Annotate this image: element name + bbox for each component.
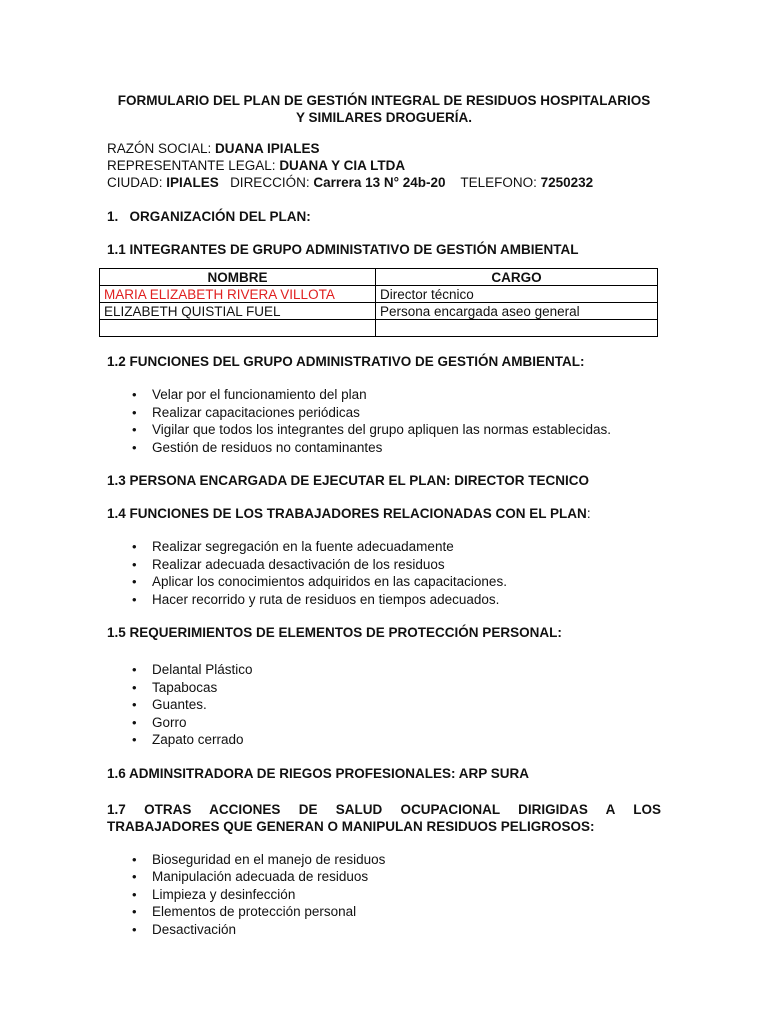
representante-value: DUANA Y CIA LTDA xyxy=(279,158,406,173)
section-1-6-heading: 1.6 ADMINSITRADORA DE RIEGOS PROFESIONALES: ARP SURA xyxy=(107,765,530,781)
representante-label: REPRESENTANTE LEGAL: xyxy=(107,158,276,173)
representante-line xyxy=(107,157,661,174)
section-1-7-list xyxy=(107,851,661,939)
section-1-3-heading: 1.3 PERSONA ENCARGADA DE EJECUTAR EL PLAN: DIRECTOR TECNICO xyxy=(107,473,590,488)
section-1-5-heading: 1.5 REQUERIMIENTOS DE ELEMENTOS DE PROTECCIÓN PERSONAL: xyxy=(107,625,562,640)
section-1-7-heading xyxy=(107,801,661,835)
title-line-1: FORMULARIO DEL PLAN DE GESTIÓN INTEGRAL DE RESIDUOS HOSPITALARIOS xyxy=(117,93,651,108)
table-header-row xyxy=(100,269,658,286)
section-1-4-heading: 1.4 FUNCIONES DE LOS TRABAJADORES RELACIONADAS CON EL PLAN: xyxy=(107,506,591,521)
direccion-label: DIRECCIÓN: xyxy=(230,175,310,190)
bullet-icon: • xyxy=(132,404,137,420)
table-row xyxy=(100,320,658,337)
bullet-icon: • xyxy=(132,439,137,455)
bullet-icon: • xyxy=(132,574,137,589)
list-item: • Gorro xyxy=(132,714,187,730)
table-row xyxy=(100,286,658,303)
company-info xyxy=(107,140,661,191)
section-1-7-heading-line-2: TRABAJADORES QUE GENERAN O MANIPULAN RESIDUOS PELIGROSOS: xyxy=(107,818,595,834)
razon-social-label: RAZÓN SOCIAL: xyxy=(107,141,212,156)
section-1-1-heading: 1.1 INTEGRANTES DE GRUPO ADMINISTATIVO DE GESTIÓN AMBIENTAL xyxy=(107,242,579,257)
ciudad-line xyxy=(107,174,661,191)
list-item: • Realizar segregación en la fuente adecuadamente xyxy=(132,539,454,554)
section-1-2-list xyxy=(107,386,661,456)
list-item: • Delantal Plástico xyxy=(132,662,253,677)
direccion-value: Carrera 13 N° 24b-20 xyxy=(313,175,446,190)
table-cell-nombre: MARIA ELIZABETH RIVERA VILLOTA xyxy=(100,286,376,303)
telefono-value: 7250232 xyxy=(540,175,594,190)
list-item: • Aplicar los conocimientos adquiridos en las capacitaciones. xyxy=(132,574,507,589)
bullet-icon: • xyxy=(132,422,137,437)
bullet-icon: • xyxy=(132,556,137,572)
bullet-icon: • xyxy=(132,591,137,607)
list-item: • Manipulación adecuada de residuos xyxy=(132,869,369,884)
document-title xyxy=(107,92,661,126)
bullet-icon: • xyxy=(132,662,137,677)
bullet-icon: • xyxy=(132,886,137,902)
table-cell-nombre: ELIZABETH QUISTIAL FUEL xyxy=(100,303,376,320)
section-1-4-list xyxy=(107,538,661,608)
bullet-icon: • xyxy=(132,869,137,884)
list-item: • Bioseguridad en el manejo de residuos xyxy=(132,851,386,867)
list-item: • Tapabocas xyxy=(132,679,218,695)
bullet-icon: • xyxy=(132,539,137,554)
bullet-icon: • xyxy=(132,921,137,937)
section-1-5-list xyxy=(107,661,661,749)
bullet-icon: • xyxy=(132,732,137,747)
ciudad-value: IPIALES xyxy=(166,175,219,190)
table-cell-nombre xyxy=(100,320,376,337)
bullet-icon: • xyxy=(132,904,137,919)
list-item: • Zapato cerrado xyxy=(132,732,244,747)
list-item: • Limpieza y desinfección xyxy=(132,886,296,902)
list-item: • Desactivación xyxy=(132,921,237,937)
table-cell-cargo: Director técnico xyxy=(376,286,658,303)
list-item: • Vigilar que todos los integrantes del grupo apliquen las normas establecidas. xyxy=(132,422,612,437)
list-item: • Gestión de residuos no contaminantes xyxy=(132,439,383,455)
section-1-2-heading: 1.2 FUNCIONES DEL GRUPO ADMINISTRATIVO DE GESTIÓN AMBIENTAL: xyxy=(107,354,585,369)
list-item: • Guantes. xyxy=(132,697,207,712)
team-table xyxy=(99,268,658,337)
telefono-label: TELEFONO: xyxy=(460,175,537,190)
table-cell-cargo: Persona encargada aseo general xyxy=(376,303,658,320)
bullet-icon: • xyxy=(132,714,137,730)
title-line-2: Y SIMILARES DROGUERÍA. xyxy=(295,110,473,125)
razon-social-line xyxy=(107,140,661,157)
table-row xyxy=(100,303,658,320)
table-header-nombre: NOMBRE xyxy=(100,269,376,286)
bullet-icon: • xyxy=(132,697,137,712)
list-item: • Realizar adecuada desactivación de los residuos xyxy=(132,556,445,572)
bullet-icon: • xyxy=(132,679,137,695)
section-1-heading: 1. ORGANIZACIÓN DEL PLAN: xyxy=(107,209,311,224)
ciudad-label: CIUDAD: xyxy=(107,175,163,190)
document-page xyxy=(104,92,661,938)
bullet-icon: • xyxy=(132,851,137,867)
list-item: • Realizar capacitaciones periódicas xyxy=(132,404,360,420)
bullet-icon: • xyxy=(132,387,137,402)
razon-social-value: DUANA IPIALES xyxy=(215,141,320,156)
list-item: • Hacer recorrido y ruta de residuos en tiempos adecuados. xyxy=(132,591,500,607)
list-item: • Elementos de protección personal xyxy=(132,904,357,919)
table-header-cargo: CARGO xyxy=(376,269,658,286)
section-1-7-heading-line-1: 1.7 OTRAS ACCIONES DE SALUD OCUPACIONAL DIRIGIDAS A LOS xyxy=(107,801,661,817)
table-cell-cargo xyxy=(376,320,658,337)
list-item: • Velar por el funcionamiento del plan xyxy=(132,387,367,402)
